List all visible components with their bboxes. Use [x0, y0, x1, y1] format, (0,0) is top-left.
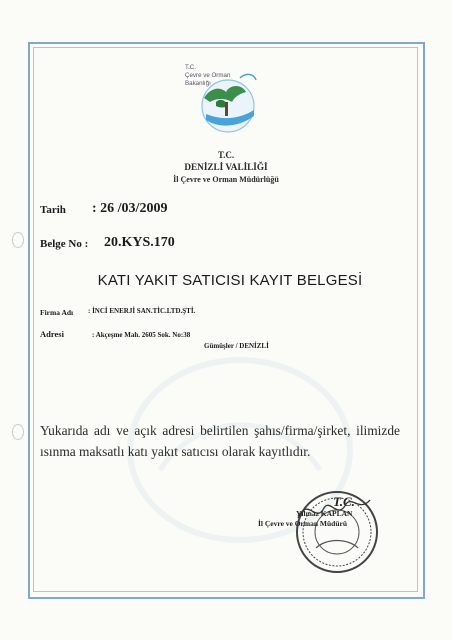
firm-value: : İNCİ ENERJİ SAN.TİC.LTD.ŞTİ. — [88, 307, 196, 315]
address-line-1: : Akçeşme Mah. 2605 Sok. No:38 — [92, 331, 191, 339]
authority-line-1: T.C. — [217, 150, 235, 160]
date-label: Tarih — [40, 204, 66, 216]
authority-line-2: DENİZLİ VALİLİĞİ — [184, 162, 268, 172]
stamp-center-text: T.C. — [333, 494, 355, 509]
signatory-title: İl Çevre ve Orman Müdürü — [258, 519, 348, 528]
date-value: : 26 /03/2009 — [92, 201, 168, 216]
logo-caption-line: Bakanlığı — [185, 80, 211, 87]
logo-caption-line: Çevre ve Orman — [185, 72, 231, 79]
document-title: KATI YAKIT SATICISI KAYIT BELGESİ — [97, 272, 363, 289]
authority-line-3: İl Çevre ve Orman Müdürlüğü — [173, 175, 279, 184]
logo-caption — [185, 64, 255, 88]
signatory-name: Yılmaz KAPLAN — [296, 509, 353, 518]
punch-hole-mark — [12, 424, 24, 440]
address-label: Adresi — [40, 329, 64, 339]
document-number-label: Belge No : — [40, 238, 89, 250]
certificate-statement: Yukarıda adı ve açık adresi belirtilen şahıs/firma/şirket, ilimizde ısınma maksatlı katı yakıt satıcısı olarak kayıtlıdır. — [40, 423, 400, 459]
address-line-2: Gümüşler / DENİZLİ — [204, 342, 269, 350]
document-number-value: 20.KYS.170 — [104, 235, 175, 250]
firm-label: Firma Adı — [40, 308, 74, 317]
logo-caption-line: T.C. — [185, 64, 196, 71]
punch-hole-mark — [12, 232, 24, 248]
